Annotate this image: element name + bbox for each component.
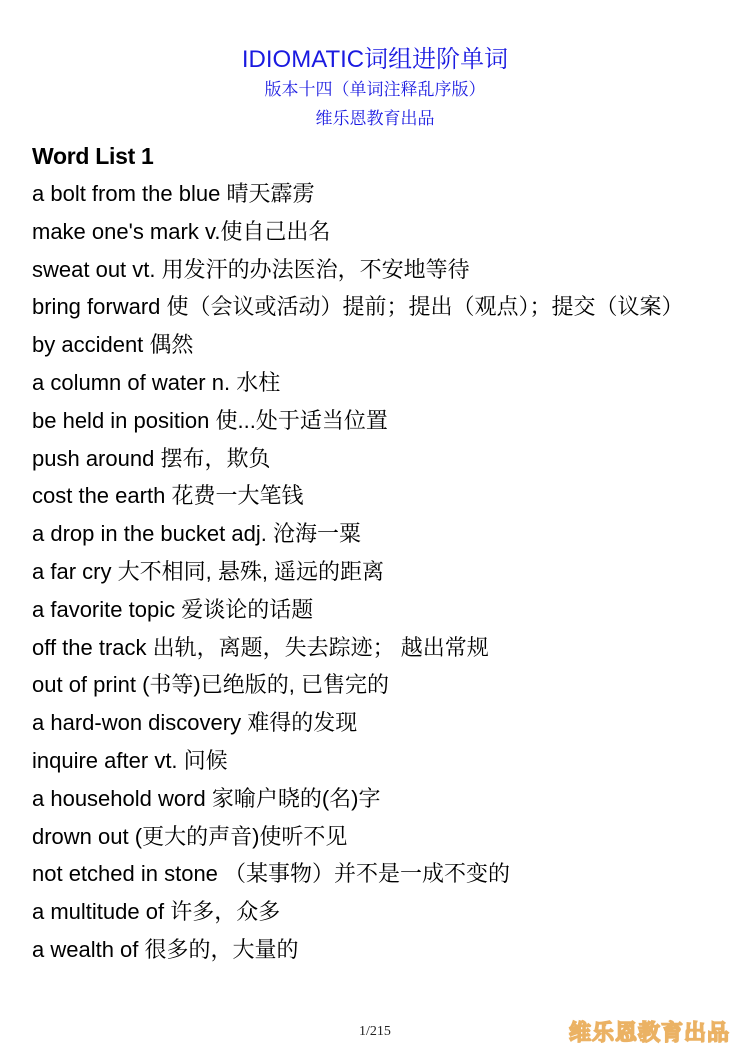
entry-gloss: 许多，众多 [170,899,281,925]
entry-phrase: not etched in stone [32,861,218,887]
word-entry [32,742,712,780]
entry-phrase: make one's mark [32,218,199,244]
entry-phrase: a far cry [32,558,112,584]
entry-gloss: 偶然 [149,332,194,358]
entry-gloss: vt. 问候 [154,747,228,773]
word-entry [32,251,712,289]
word-entry [32,440,712,478]
entry-phrase: cost the earth [32,483,166,509]
word-entry [32,855,712,893]
word-entry [32,591,712,629]
entry-gloss: 出轨，离题，失去踪迹； 越出常规 [152,634,489,660]
word-list-heading: Word List 1 [32,143,154,169]
entry-phrase: be held in position [32,407,210,433]
word-entry [32,666,712,704]
entry-gloss: 使...处于适当位置 [215,407,388,433]
entry-phrase: off the track [32,634,147,660]
entry-phrase: a wealth of [32,936,139,962]
entry-gloss: 难得的发现 [247,710,358,736]
word-entry [32,931,712,969]
word-entry [32,175,712,213]
document-header [0,44,750,134]
word-entry [32,213,712,251]
word-list-section [32,137,712,969]
entry-gloss: (更大的声音)使听不见 [134,823,348,849]
entry-gloss: 大不相同, 悬殊, 遥远的距离 [117,558,385,584]
entry-phrase: a drop in the bucket [32,521,226,547]
entry-gloss: 使（会议或活动）提前；提出（观点）；提交（议案） [166,294,684,320]
entry-phrase: by accident [32,332,144,358]
publisher-watermark: 维乐恩教育出品 [568,1020,730,1045]
entry-gloss: （某事物）并不是一成不变的 [224,861,511,887]
word-entry [32,402,712,440]
document-subtitle: 版本十四（单词注释乱序版） [264,80,486,99]
entry-gloss: 晴天霹雳 [226,181,315,206]
word-entry [32,553,712,591]
entry-gloss: adj. 沧海一粟 [231,521,361,547]
entry-gloss: 摆布，欺负 [160,445,271,471]
word-entry [32,515,712,553]
entry-gloss: 爱谈论的话题 [181,596,314,622]
word-entry [32,288,712,326]
publisher-credit: 维乐恩教育出品 [315,109,435,128]
entry-phrase: a bolt from the blue [32,181,221,206]
entry-phrase: bring forward [32,294,161,320]
entry-phrase: drown out [32,823,129,849]
entry-gloss: n. 水柱 [211,369,281,395]
word-entry [32,780,712,818]
entry-gloss: vt. 用发汗的办法医治，不安地等待 [132,256,470,282]
entry-phrase: a favorite topic [32,596,176,622]
entry-gloss: 花费一大笔钱 [171,483,304,509]
entry-phrase: a multitude of [32,899,165,925]
word-entry [32,629,712,667]
entry-phrase: inquire after [32,747,149,773]
page-number: 1/215 [359,1024,391,1039]
word-entry [32,893,712,931]
document-title: IDIOMATIC词组进阶单词 [241,46,509,73]
entry-gloss: (书等)已绝版的, 已售完的 [142,672,389,698]
entry-phrase: push around [32,445,155,471]
word-entry [32,818,712,856]
entry-phrase: out of print [32,672,136,698]
word-list [32,175,712,969]
entry-phrase: sweat out [32,256,127,282]
word-entry [32,326,712,364]
word-entry [32,704,712,742]
entry-gloss: v.使自己出名 [204,218,331,244]
entry-gloss: 家喻户晓的(名)字 [211,785,381,811]
entry-phrase: a column of water [32,369,206,395]
entry-gloss: 很多的，大量的 [144,936,299,962]
entry-phrase: a hard-won discovery [32,710,242,736]
word-entry [32,364,712,402]
word-entry [32,477,712,515]
entry-phrase: a household word [32,785,206,811]
